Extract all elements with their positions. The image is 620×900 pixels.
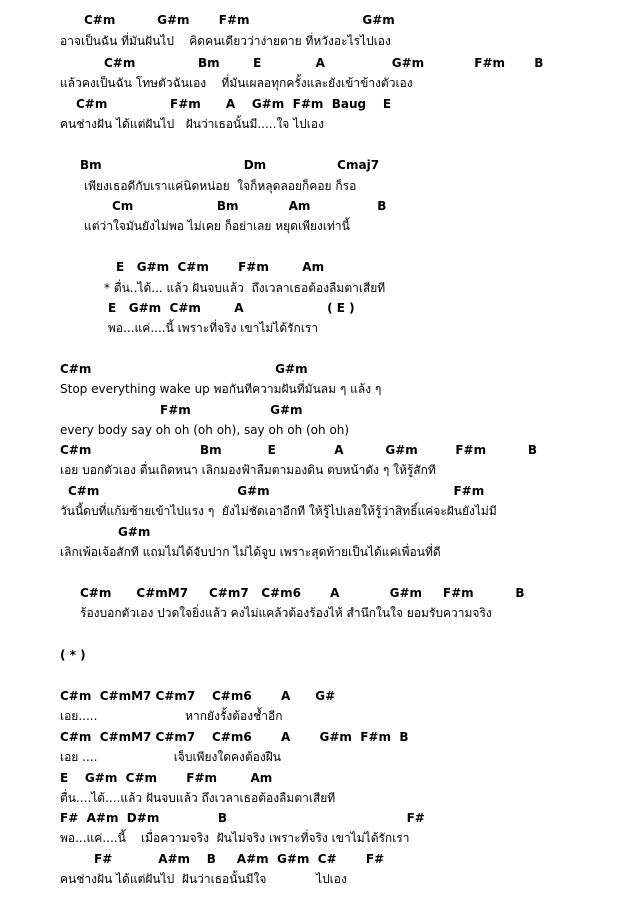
chord-line: E G#m C#m F#m Am (116, 260, 325, 274)
chord-line: C#m Bm E A G#m F#m B (60, 443, 538, 457)
lyric-line: ร้องบอกตัวเอง ปวดใจยิ่งแล้ว คงไม่แคล้วต้องร้องไห้ สำนึกในใจ ยอมรับความจริง (80, 606, 492, 620)
lyric-line: คนช่างฝัน ได้แต่ฝันไป ฝันว่าเธอนั้นมี.....ใจ ไปเอง (60, 117, 324, 131)
repeat-marker: ( * ) (60, 648, 86, 662)
chord-line: C#m C#mM7 C#m7 C#m6 A G# (60, 689, 336, 703)
chord-line: C#m G#m F#m G#m (84, 13, 395, 27)
lyric-line: ตื่น....ได้....แล้ว ฝันจบแล้ว ถึงเวลาเธอต้องลืมตาเสียที (60, 791, 336, 805)
lyric-line: แต่ว่าใจมันยังไม่พอ ไม่เคย ก็อย่าเลย หยุดเพียงเท่านี้ (84, 219, 350, 233)
chord-line: F# A#m D#m B F# (60, 811, 425, 825)
chord-line: E G#m C#m A ( E ) (108, 301, 355, 315)
lyric-line: เลิกเพ้อเจ้อสักที แถมไม่ได้จับปาก ไม่ได้จูบ เพราะสุดท้ายเป็นได้แค่เพื่อนที่ดี (60, 545, 441, 559)
chord-line: C#m G#m F#m (68, 484, 485, 498)
chord-line: C#m C#mM7 C#m7 C#m6 A G#m F#m B (80, 586, 525, 600)
lyric-line: every body say oh oh (oh oh), say oh oh (oh oh) (60, 423, 350, 437)
chord-line: G#m (118, 525, 151, 539)
lyric-line: เอย..... หากยังรั้งต้องช้ำอีก (60, 709, 283, 723)
lyric-line: คนช่างฝัน ได้แต่ฝันไป ฝันว่าเธอนั้นมีใจ ไปเอง (60, 872, 347, 886)
chord-line: C#m G#m (60, 362, 308, 376)
chord-line: C#m Bm E A G#m F#m B (104, 56, 544, 70)
lyric-line: อาจเป็นฉัน ที่มันฝันไป คิดคนเดียวว่าง่ายดาย ที่หวังอะไรไปเอง (60, 34, 391, 48)
lyric-line: Stop everything wake up พอกันทีความฝันที่มันลม ๆ แล้ง ๆ (60, 382, 382, 396)
chord-line: Cm Bm Am B (112, 199, 387, 213)
lyric-line: พอ...แค่....นี้ เมื่อความจริง ฝันไม่จริง เพราะที่จริง เขาไม่ได้รักเรา (60, 831, 410, 845)
lyric-line: เอย บอกตัวเอง ตื่นเถิดหนา เลิกมองฟ้าลืมตามองดิน ตบหน้าดัง ๆ ให้รู้สักที (60, 463, 436, 477)
lyric-line: วันนี้ดบที่แก้มซ้ายเข้าไปแรง ๆ ยังไม่ชัดเอาอีกที ให้รู้ไปเลยให้รู้ว่าสิทธิ์แค่จะฝันยังไม่มี (60, 504, 497, 518)
chord-line: Bm Dm Cmaj7 (80, 158, 380, 172)
chord-line: F#m G#m (160, 403, 303, 417)
chord-line: C#m C#mM7 C#m7 C#m6 A G#m F#m B (60, 730, 409, 744)
lyric-line: เพียงเธอดีกับเราแค่นิดหน่อย ใจก็หลุดลอยก็คอย ก็รอ (84, 179, 357, 193)
chord-line: F# A#m B A#m G#m C# F# (94, 852, 385, 866)
lyric-line: * ตื่น..ได้... แล้ว ฝันจบแล้ว ถึงเวลาเธอต้องลืมตาเสียที (104, 281, 386, 295)
chord-line: E G#m C#m F#m Am (60, 771, 273, 785)
lyric-line: แล้วคงเป็นฉัน โทษตัวฉันเอง ที่มันเผลอทุกครั้งและยังเข้าข้างตัวเอง (60, 76, 413, 90)
lyric-line: เอย .... เจ็บเพียงใดคงต้องฝืน (60, 750, 281, 764)
chord-line: C#m F#m A G#m F#m Baug E (76, 97, 392, 111)
lyric-line: พอ...แค่....นี้ เพราะที่จริง เขาไม่ได้รักเรา (108, 321, 319, 335)
